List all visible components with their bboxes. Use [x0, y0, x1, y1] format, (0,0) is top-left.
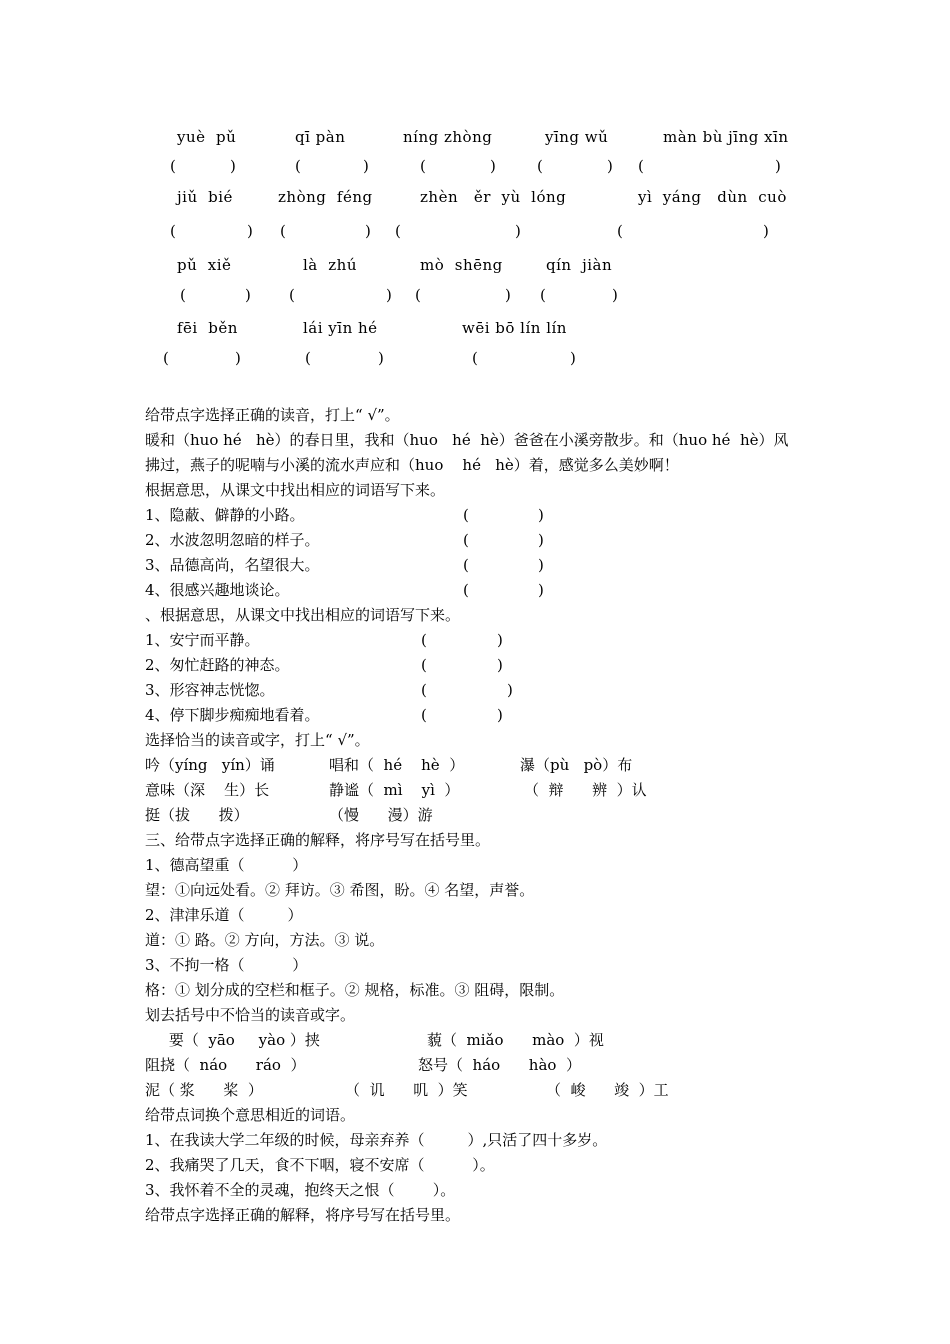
answer-bracket-close: ): [763, 222, 769, 240]
answer-bracket-open: (: [638, 157, 644, 175]
pinyin-3: níng zhòng: [403, 128, 493, 146]
answer-bracket-close: ): [490, 157, 496, 175]
question-item: 3、不拘一格（ ）: [145, 956, 308, 974]
answer-bracket-open: (: [280, 222, 286, 240]
answer-bracket-close: ): [538, 556, 544, 574]
choice-item: 意味（深 生）长: [145, 781, 270, 799]
definition-line: 道：① 路。② 方向，方法。③ 说。: [145, 931, 385, 949]
answer-bracket-close: ): [538, 581, 544, 599]
answer-bracket-open: (: [463, 556, 469, 574]
question-item: 4、停下脚步痴痴地看着。: [145, 706, 320, 724]
definition-line: 望：①向远处看。② 拜访。③ 希图，盼。④ 名望，声誉。: [145, 881, 535, 899]
question-item: 1、在我读大学二年级的时候，母亲弃养（ ）,只活了四十多岁。: [145, 1131, 608, 1149]
pinyin-7: zhòng féng: [278, 188, 373, 206]
section-heading: 划去括号中不恰当的读音或字。: [145, 1006, 356, 1024]
answer-bracket-close: ): [497, 706, 503, 724]
question-item: 3、品德高尚，名望很大。: [145, 556, 320, 574]
answer-bracket-open: (: [170, 157, 176, 175]
answer-bracket-open: (: [163, 349, 169, 367]
answer-bracket-open: (: [472, 349, 478, 367]
answer-bracket-close: ): [386, 286, 392, 304]
pinyin-12: mò shēng: [420, 256, 503, 274]
answer-bracket-open: (: [180, 286, 186, 304]
question-item: 1、安宁而平静。: [145, 631, 260, 649]
answer-bracket-close: ): [515, 222, 521, 240]
pinyin-1: yuè pǔ: [177, 128, 237, 146]
choice-item: （ 辩 辨 ）认: [524, 781, 647, 799]
answer-bracket-open: (: [289, 286, 295, 304]
section-heading: 选择恰当的读音或字，打上“ √”。: [145, 731, 370, 749]
answer-bracket-close: ): [538, 531, 544, 549]
choice-item: （慢 漫）游: [329, 806, 433, 824]
question-item: 4、很感兴趣地谈论。: [145, 581, 290, 599]
pinyin-4: yīng wǔ: [545, 128, 609, 146]
section-heading: 给带点词换个意思相近的词语。: [145, 1106, 356, 1124]
section-heading: 、根据意思，从课文中找出相应的词语写下来。: [145, 606, 461, 624]
choice-item: 要（ yāo yào ）挟: [145, 1031, 320, 1049]
choice-item: 阻挠（ náo ráo ）: [145, 1056, 306, 1074]
paragraph-line: 拂过，燕子的呢喃与小溪的流水声应和（huo hé hè）着，感觉多么美妙啊！: [145, 456, 679, 474]
answer-bracket-open: (: [420, 157, 426, 175]
answer-bracket-close: ): [363, 157, 369, 175]
choice-item: （ 峻 竣 ）工: [546, 1081, 669, 1099]
answer-bracket-open: (: [421, 631, 427, 649]
choice-item: 泥（ 浆 桨 ）: [145, 1081, 263, 1099]
answer-bracket-close: ): [235, 349, 241, 367]
pinyin-6: jiǔ bié: [177, 188, 233, 206]
choice-item: （ 讥 叽 ）笑: [345, 1081, 468, 1099]
pinyin-2: qī pàn: [295, 128, 346, 146]
choice-item: 静谧（ mì yì ）: [329, 781, 460, 799]
answer-bracket-close: ): [775, 157, 781, 175]
paragraph-line: 暖和（huo hé hè）的春日里，我和（huo hé hè）爸爸在小溪旁散步。和（huo hé hè）风: [145, 431, 789, 449]
choice-item: 怒号（ háo hào ）: [418, 1056, 581, 1074]
pinyin-16: wēi bō lín lín: [462, 319, 567, 337]
question-item: 1、隐蔽、僻静的小路。: [145, 506, 305, 524]
answer-bracket-open: (: [463, 581, 469, 599]
question-item: 2、匆忙赶路的神态。: [145, 656, 290, 674]
answer-bracket-open: (: [295, 157, 301, 175]
question-item: 3、形容神志恍惚。: [145, 681, 275, 699]
answer-bracket-close: ): [505, 286, 511, 304]
choice-item: 藐（ miǎo mào ）视: [427, 1031, 604, 1049]
answer-bracket-open: (: [421, 656, 427, 674]
answer-bracket-open: (: [463, 531, 469, 549]
answer-bracket-close: ): [497, 656, 503, 674]
pinyin-10: pǔ xiě: [177, 256, 232, 274]
answer-bracket-open: (: [421, 681, 427, 699]
answer-bracket-close: ): [497, 631, 503, 649]
answer-bracket-close: ): [365, 222, 371, 240]
answer-bracket-open: (: [170, 222, 176, 240]
pinyin-8: zhèn ěr yù lóng: [420, 188, 567, 206]
answer-bracket-close: ): [607, 157, 613, 175]
answer-bracket-open: (: [617, 222, 623, 240]
question-item: 1、德高望重（ ）: [145, 856, 308, 874]
question-item: 3、我怀着不全的灵魂，抱终天之恨（ ）。: [145, 1181, 456, 1199]
answer-bracket-close: ): [507, 681, 513, 699]
answer-bracket-open: (: [395, 222, 401, 240]
choice-item: 挺（拔 拨）: [145, 806, 249, 824]
answer-bracket-close: ): [612, 286, 618, 304]
answer-bracket-close: ): [230, 157, 236, 175]
pinyin-11: là zhú: [303, 256, 358, 274]
pinyin-5: màn bù jīng xīn: [663, 128, 789, 146]
pinyin-9: yì yáng dùn cuò: [638, 188, 787, 206]
choice-item: 唱和（ hé hè ）: [329, 756, 465, 774]
choice-item: 吟（yíng yín）诵: [145, 756, 275, 774]
answer-bracket-open: (: [537, 157, 543, 175]
answer-bracket-open: (: [305, 349, 311, 367]
answer-bracket-close: ): [245, 286, 251, 304]
answer-bracket-open: (: [463, 506, 469, 524]
choice-item: 瀑（pù pò）布: [520, 756, 633, 774]
answer-bracket-open: (: [415, 286, 421, 304]
answer-bracket-close: ): [247, 222, 253, 240]
answer-bracket-open: (: [540, 286, 546, 304]
pinyin-13: qín jiàn: [546, 256, 613, 274]
section-heading: 三、给带点字选择正确的解释，将序号写在括号里。: [145, 831, 491, 849]
question-item: 2、水波忽明忽暗的样子。: [145, 531, 320, 549]
answer-bracket-close: ): [570, 349, 576, 367]
question-item: 2、津津乐道（ ）: [145, 906, 303, 924]
answer-bracket-close: ): [538, 506, 544, 524]
section-heading: 给带点字选择正确的解释，将序号写在括号里。: [145, 1206, 461, 1224]
answer-bracket-open: (: [421, 706, 427, 724]
pinyin-14: fēi běn: [177, 319, 238, 337]
definition-line: 格：① 划分成的空栏和框子。② 规格，标准。③ 阻碍，限制。: [145, 981, 565, 999]
question-item: 2、我痛哭了几天，食不下咽，寝不安席（ ）。: [145, 1156, 495, 1174]
section-heading: 根据意思，从课文中找出相应的词语写下来。: [145, 481, 446, 499]
pinyin-15: lái yīn hé: [303, 319, 378, 337]
answer-bracket-close: ): [378, 349, 384, 367]
section-heading: 给带点字选择正确的读音，打上“ √”。: [145, 406, 400, 424]
